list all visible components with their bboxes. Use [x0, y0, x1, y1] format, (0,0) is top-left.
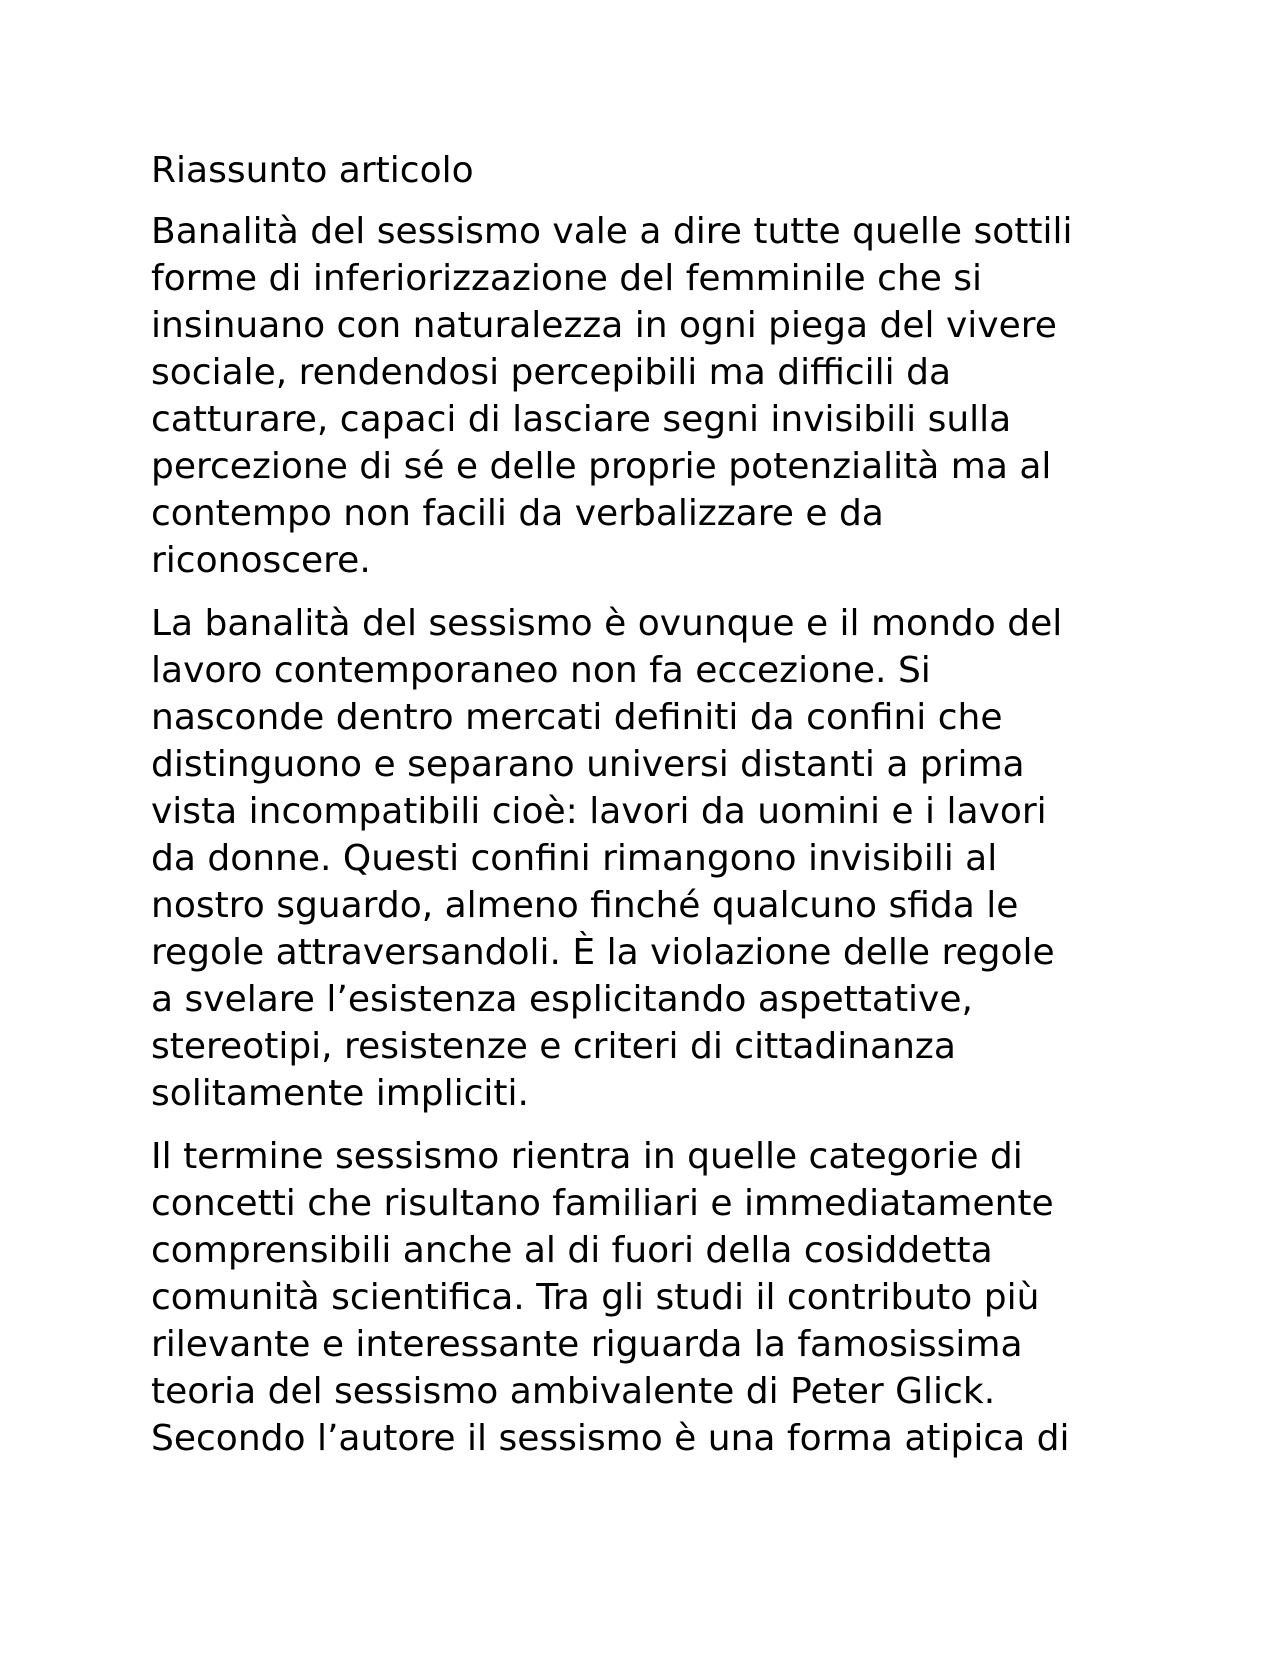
paragraph-line: comprensibili anche al di fuori della cosiddetta: [151, 1230, 993, 1271]
paragraph-line: a svelare l’esistenza esplicitando aspettative,: [151, 979, 973, 1020]
paragraph-2: [151, 600, 1131, 1117]
paragraph-line: vista incompatibili cioè: lavori da uomini e i lavori: [151, 791, 1047, 832]
paragraph-line: da donne. Questi confini rimangono invisibili al: [151, 838, 998, 879]
paragraph-line: concetti che risultano familiari e immediatamente: [151, 1183, 1054, 1224]
paragraph-line: forme di inferiorizzazione del femminile che si: [151, 258, 983, 299]
paragraph-line: distinguono e separano universi distanti a prima: [151, 744, 1025, 785]
paragraph-line: comunità scientifica. Tra gli studi il contributo più: [151, 1277, 1040, 1318]
document-page: [151, 148, 1131, 1478]
paragraph-line: Secondo l’autore il sessismo è una forma atipica di: [151, 1418, 1070, 1459]
paragraph-line: La banalità del sessismo è ovunque e il mondo del: [151, 603, 1063, 644]
paragraph-line: sociale, rendendosi percepibili ma difficili da: [151, 352, 952, 393]
paragraph-line: teoria del sessismo ambivalente di Peter Glick.: [151, 1371, 996, 1412]
document-title: Riassunto articolo: [151, 150, 474, 191]
paragraph-line: contempo non facili da verbalizzare e da: [151, 493, 884, 534]
paragraph-3: [151, 1133, 1131, 1462]
paragraph-line: nostro sguardo, almeno finché qualcuno sfida le: [151, 885, 1019, 926]
paragraph-line: Il termine sessismo rientra in quelle categorie di: [151, 1136, 1023, 1177]
paragraph-line: nasconde dentro mercati definiti da confini che: [151, 697, 1003, 738]
paragraph-line: stereotipi, resistenze e criteri di cittadinanza: [151, 1026, 956, 1067]
paragraph-line: lavoro contemporaneo non fa eccezione. Si: [151, 650, 931, 691]
paragraph-line: regole attraversandoli. È la violazione delle regole: [151, 932, 1055, 973]
paragraph-line: Banalità del sessismo vale a dire tutte quelle sottili: [151, 211, 1073, 252]
paragraph-line: catturare, capaci di lasciare segni invisibili sulla: [151, 399, 1012, 440]
paragraph-1: [151, 208, 1131, 584]
paragraph-line: riconoscere.: [151, 540, 371, 581]
paragraph-line: insinuano con naturalezza in ogni piega del vivere: [151, 305, 1057, 346]
paragraph-line: rilevante e interessante riguarda la famosissima: [151, 1324, 1023, 1365]
paragraph-line: solitamente impliciti.: [151, 1073, 529, 1114]
paragraph-line: percezione di sé e delle proprie potenzialità ma al: [151, 446, 1052, 487]
